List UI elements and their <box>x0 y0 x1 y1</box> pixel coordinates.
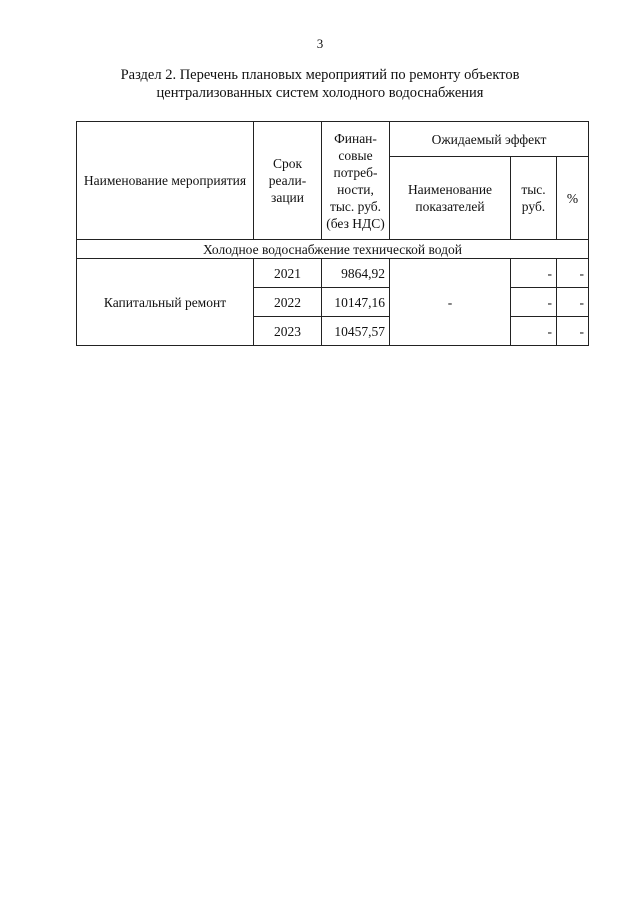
year-cell: 2022 <box>254 288 322 317</box>
planned-measures-table <box>76 121 589 346</box>
section-title-line-1: Раздел 2. Перечень плановых мероприятий по ремонту объектов <box>120 67 520 83</box>
table-header-row <box>77 122 589 157</box>
tys-cell: - <box>511 288 557 317</box>
header-expected-effect: Ожидаемый эффект <box>390 122 589 157</box>
section-title <box>0 66 640 102</box>
amount-cell: 10147,16 <box>322 288 390 317</box>
pct-cell: - <box>557 317 589 346</box>
amount-cell: 9864,92 <box>322 259 390 288</box>
header-indicator-name: Наименование показателей <box>390 157 511 240</box>
tys-cell: - <box>511 259 557 288</box>
header-finance: Финан-совые потреб-ности, тыс. руб. (без НДС) <box>322 122 390 240</box>
tys-cell: - <box>511 317 557 346</box>
amount-cell: 10457,57 <box>322 317 390 346</box>
table-row <box>77 259 589 288</box>
header-thousand-rub: тыс. руб. <box>511 157 557 240</box>
section-title-line-2: централизованных систем холодного водоснабжения <box>156 85 484 101</box>
table-section-row <box>77 240 589 259</box>
section-label: Холодное водоснабжение технической водой <box>77 240 589 259</box>
year-cell: 2023 <box>254 317 322 346</box>
header-term: Срок реали-зации <box>254 122 322 240</box>
pct-cell: - <box>557 259 589 288</box>
header-percent: % <box>557 157 589 240</box>
year-cell: 2021 <box>254 259 322 288</box>
pct-cell: - <box>557 288 589 317</box>
header-measure-name: Наименование мероприятия <box>77 122 254 240</box>
indicator-value-cell: - <box>390 259 511 346</box>
page-number: 3 <box>316 36 324 51</box>
measure-name-cell: Капитальный ремонт <box>77 259 254 346</box>
